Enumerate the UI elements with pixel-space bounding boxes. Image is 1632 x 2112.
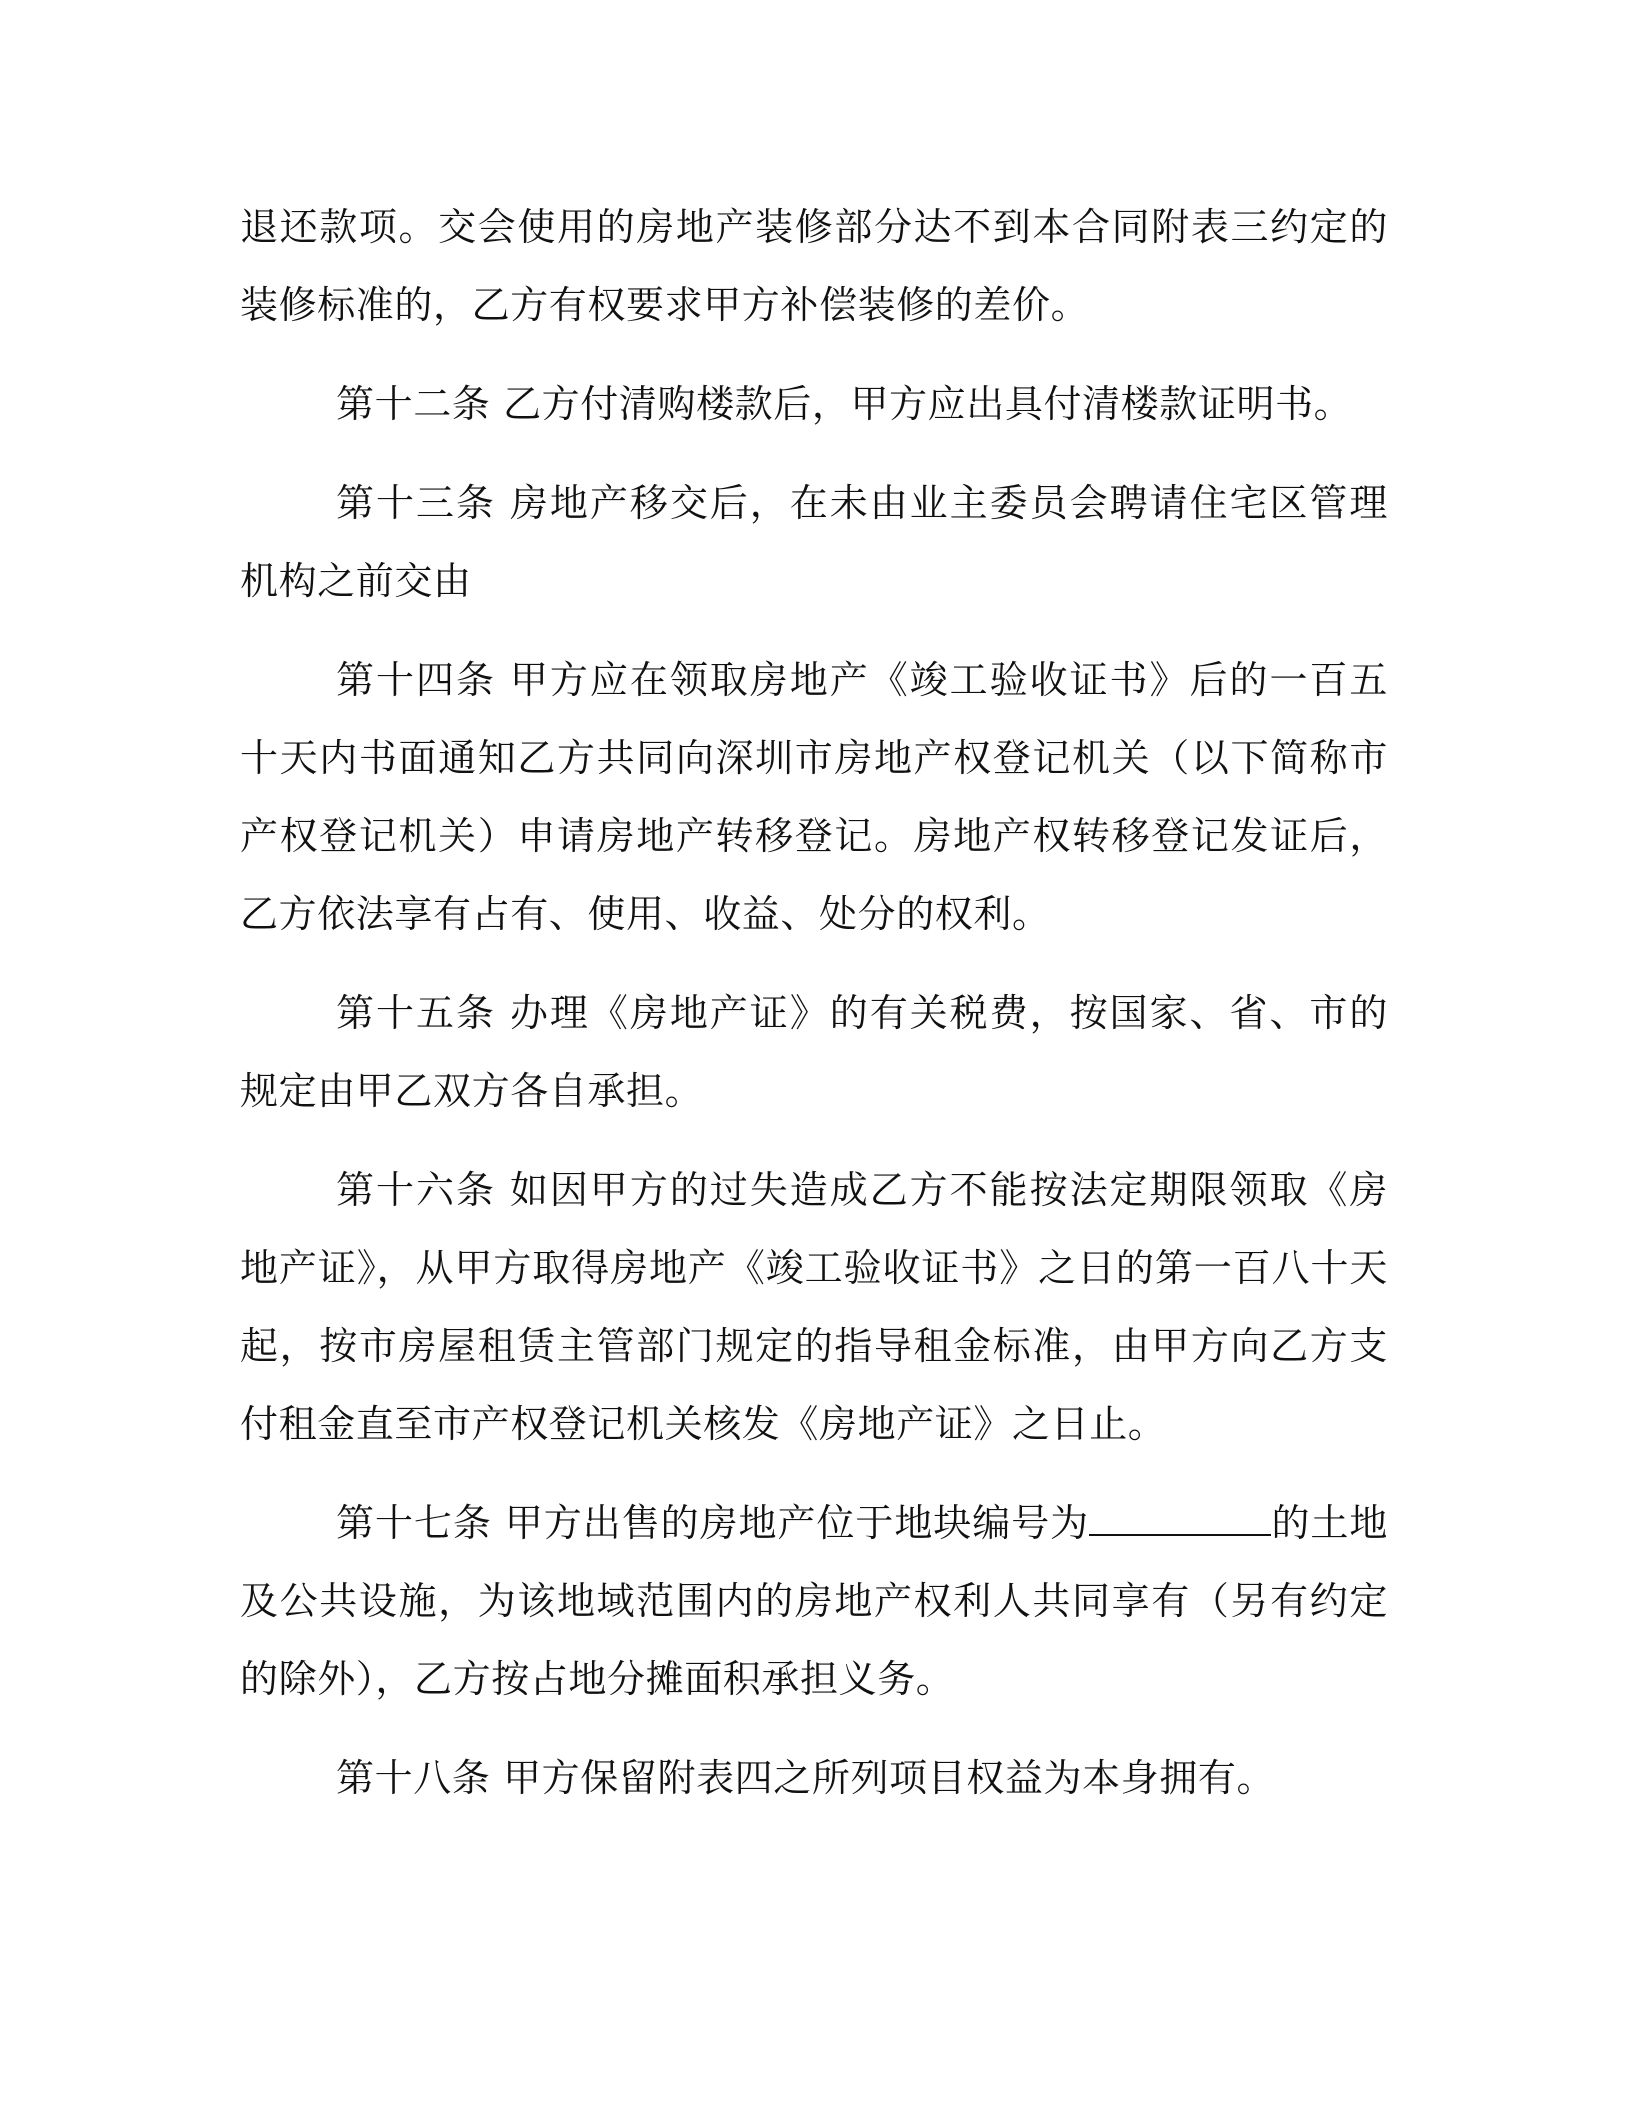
article-12: 第十二条 乙方付清购楼款后，甲方应出具付清楼款证明书。: [336, 382, 1353, 426]
article-16: 第十六条 如因甲方的过失造成乙方不能按法定期限领取《房地产证》，从甲方取得房地产《竣工验收证书》之日的第一百八十天起，按市房屋租赁主管部门规定的指导租金标准，由甲方向乙方支付租金直至市产权登记机关核发《房地产证》之日止。: [240, 1168, 1388, 1446]
article-17: [240, 1484, 1388, 1718]
article-17-text-after: 的土地及公共设施，为该地域范围内的房地产权利人共同享有（另有约定的除外），乙方按占地分摊面积承担义务。: [240, 1501, 1388, 1701]
article-13: 第十三条 房地产移交后，在未由业主委员会聘请住宅区管理机构之前交由: [240, 481, 1388, 603]
article-15: 第十五条 办理《房地产证》的有关税费，按国家、省、市的规定由甲乙双方各自承担。: [240, 991, 1388, 1113]
article-18: 第十八条 甲方保留附表四之所列项目权益为本身拥有。: [336, 1756, 1276, 1800]
document-body: [240, 188, 1388, 1838]
land-parcel-number-blank: [1089, 1504, 1271, 1536]
article-14: 第十四条 甲方应在领取房地产《竣工验收证书》后的一百五十天内书面通知乙方共同向深圳市房地产权登记机关（以下简称市产权登记机关）申请房地产转移登记。房地产权转移登记发证后，乙方依法享有占有、使用、收益、处分的权利。: [240, 658, 1388, 936]
article-17-text-before: 第十七条 甲方出售的房地产位于地块编号为: [336, 1501, 1090, 1545]
paragraph-continuation: 退还款项。交会使用的房地产装修部分达不到本合同附表三约定的装修标准的，乙方有权要求甲方补偿装修的差价。: [240, 205, 1388, 327]
